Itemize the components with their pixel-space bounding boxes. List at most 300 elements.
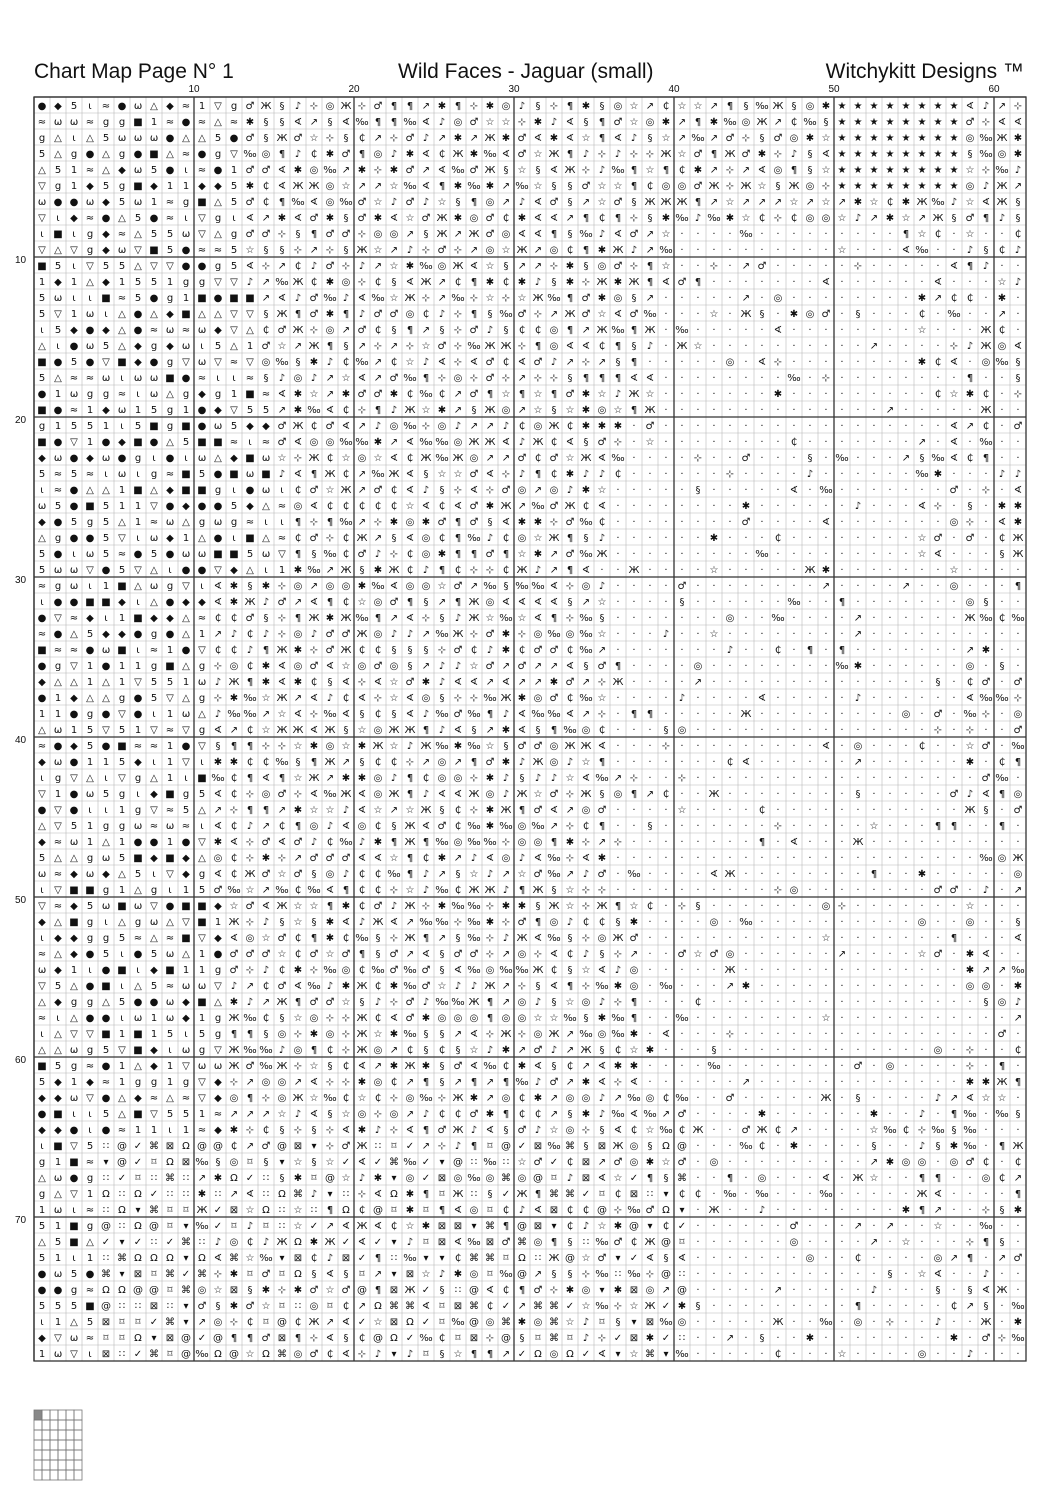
stitch-symbol: ⊠ [453, 1301, 463, 1312]
stitch-symbol: · [840, 821, 844, 832]
stitch-symbol: · [888, 549, 892, 560]
stitch-symbol: 1 [70, 965, 78, 976]
stitch-symbol: ♪ [310, 1189, 318, 1200]
stitch-symbol: ₵ [230, 645, 238, 656]
stitch-symbol: § [663, 725, 669, 736]
stitch-symbol: · [872, 1029, 876, 1040]
stitch-symbol: ∢ [341, 677, 351, 688]
stitch-symbol: · [904, 421, 908, 432]
stitch-symbol: ⌑ [439, 1189, 445, 1200]
stitch-symbol: ‰ [323, 1093, 337, 1104]
stitch-symbol: ♂ [405, 677, 415, 688]
stitch-symbol: · [1016, 773, 1020, 784]
stitch-symbol: ♪ [262, 597, 270, 608]
stitch-symbol: ∢ [421, 149, 431, 160]
stitch-symbol: 1 [38, 1349, 46, 1360]
stitch-symbol: ● [149, 357, 159, 368]
stitch-symbol: · [856, 565, 860, 576]
stitch-symbol: · [664, 773, 668, 784]
stitch-symbol: § [1015, 213, 1021, 224]
stitch-symbol: ¶ [614, 901, 622, 912]
stitch-symbol: ♂ [725, 133, 735, 144]
stitch-symbol: ✓ [677, 1221, 687, 1232]
stitch-symbol: § [359, 709, 365, 720]
stitch-symbol: 1 [182, 677, 190, 688]
stitch-symbol: · [776, 1221, 780, 1232]
stitch-symbol: ∢ [261, 773, 271, 784]
stitch-symbol: 5 [102, 949, 110, 960]
stitch-symbol: ♂ [437, 1125, 447, 1136]
stitch-symbol: ∢ [629, 373, 639, 384]
stitch-symbol: ↗ [501, 981, 511, 992]
stitch-symbol: · [872, 501, 876, 512]
stitch-symbol: ♪ [422, 1109, 430, 1120]
stitch-symbol: 1 [166, 773, 174, 784]
stitch-symbol: · [744, 341, 748, 352]
stitch-symbol: ◆ [38, 1125, 46, 1136]
stitch-symbol: ● [101, 741, 111, 752]
stitch-symbol: ₵ [790, 117, 798, 128]
stitch-symbol: · [936, 581, 940, 592]
stitch-symbol: · [728, 485, 732, 496]
stitch-symbol: · [888, 629, 892, 640]
stitch-symbol: ∢ [517, 597, 527, 608]
stitch-symbol: ↗ [1013, 1173, 1023, 1184]
stitch-symbol: · [872, 357, 876, 368]
stitch-symbol: ⊹ [325, 133, 335, 144]
stitch-symbol: ◆ [150, 853, 158, 864]
stitch-symbol: § [1015, 197, 1021, 208]
stitch-symbol: ¶ [518, 885, 526, 896]
stitch-symbol: 5 [102, 261, 110, 272]
stitch-symbol: · [712, 693, 716, 704]
stitch-symbol: · [840, 1221, 844, 1232]
stitch-symbol: · [904, 693, 908, 704]
stitch-symbol: ● [181, 837, 191, 848]
stitch-symbol: · [792, 853, 796, 864]
stitch-symbol: · [984, 1141, 988, 1152]
stitch-symbol: ♂ [309, 949, 319, 960]
stitch-symbol: ω [165, 821, 175, 832]
stitch-symbol: ♂ [1013, 725, 1023, 736]
stitch-symbol: · [984, 469, 988, 480]
stitch-symbol: ♂ [357, 213, 367, 224]
stitch-symbol: ɩ [72, 549, 76, 560]
stitch-symbol: · [936, 565, 940, 576]
stitch-symbol: · [936, 341, 940, 352]
stitch-symbol: ‰ [755, 101, 769, 112]
stitch-symbol: ∷ [102, 1141, 110, 1152]
stitch-symbol: · [712, 341, 716, 352]
stitch-symbol: · [952, 405, 956, 416]
stitch-symbol: Ж [484, 405, 496, 416]
stitch-symbol: · [776, 437, 780, 448]
stitch-symbol: § [503, 261, 509, 272]
stitch-symbol: · [680, 933, 684, 944]
stitch-symbol: · [968, 277, 972, 288]
stitch-symbol: · [840, 421, 844, 432]
stitch-symbol: Ж [292, 725, 304, 736]
stitch-symbol: ↗ [533, 677, 543, 688]
stitch-symbol: ¶ [390, 101, 398, 112]
stitch-symbol: ₵ [630, 1237, 638, 1248]
stitch-symbol: · [872, 1253, 876, 1264]
stitch-symbol: ▽ [150, 805, 158, 816]
stitch-symbol: · [792, 1093, 796, 1104]
stitch-symbol: Ж [980, 405, 992, 416]
stitch-symbol: · [1000, 581, 1004, 592]
stitch-symbol: ☆ [389, 293, 399, 304]
stitch-symbol: ▽ [86, 1093, 94, 1104]
stitch-symbol: ◎ [421, 693, 431, 704]
stitch-symbol: · [696, 1317, 700, 1328]
stitch-symbol: ₵ [374, 501, 382, 512]
stitch-symbol: § [439, 1029, 445, 1040]
stitch-symbol: · [824, 661, 828, 672]
stitch-symbol: ♂ [325, 997, 335, 1008]
stitch-symbol: ♂ [933, 885, 943, 896]
stitch-symbol: 1 [38, 709, 46, 720]
stitch-symbol: · [840, 1061, 844, 1072]
stitch-symbol: 1 [182, 533, 190, 544]
stitch-symbol: ☆ [565, 885, 575, 896]
stitch-symbol: · [920, 709, 924, 720]
stitch-symbol: · [728, 1125, 732, 1136]
stitch-symbol: · [984, 293, 988, 304]
stitch-symbol: · [712, 1317, 716, 1328]
stitch-symbol: ↗ [421, 325, 431, 336]
stitch-symbol: ⌘ [149, 1205, 159, 1216]
stitch-symbol: · [920, 597, 924, 608]
stitch-symbol: 1 [86, 677, 94, 688]
stitch-symbol: ⊠ [645, 1317, 655, 1328]
stitch-symbol: · [664, 933, 668, 944]
stitch-symbol: · [856, 1205, 860, 1216]
stitch-symbol: · [776, 373, 780, 384]
stitch-symbol: · [872, 645, 876, 656]
stitch-symbol: § [935, 677, 941, 688]
stitch-symbol: ✱ [805, 1333, 815, 1344]
stitch-symbol: ▽ [70, 437, 78, 448]
stitch-symbol: ■ [229, 293, 239, 304]
stitch-symbol: · [728, 405, 732, 416]
stitch-symbol: · [648, 805, 652, 816]
stitch-symbol: · [696, 1141, 700, 1152]
stitch-symbol: ‰ [611, 1109, 625, 1120]
stitch-symbol: ‰ [467, 821, 481, 832]
stitch-symbol: ☆ [965, 901, 975, 912]
stitch-symbol: Ж [372, 917, 384, 928]
stitch-symbol: · [632, 533, 636, 544]
stitch-symbol: ∢ [293, 437, 303, 448]
stitch-symbol: · [952, 1189, 956, 1200]
stitch-symbol: · [792, 389, 796, 400]
stitch-symbol: ☆ [597, 389, 607, 400]
stitch-symbol: ♂ [373, 309, 383, 320]
stitch-symbol: · [744, 997, 748, 1008]
stitch-symbol: ω [181, 1045, 191, 1056]
stitch-symbol: ⌑ [119, 1333, 125, 1344]
stitch-symbol: △ [86, 1237, 94, 1248]
stitch-symbol: ⊹ [581, 165, 591, 176]
stitch-symbol: ₵ [982, 389, 990, 400]
stitch-symbol: ↗ [309, 117, 319, 128]
stitch-symbol: ♪ [662, 629, 670, 640]
stitch-symbol: ♪ [358, 1173, 366, 1184]
stitch-symbol: ↗ [565, 869, 575, 880]
stitch-symbol: · [760, 853, 764, 864]
stitch-symbol: § [983, 805, 989, 816]
stitch-symbol: · [792, 533, 796, 544]
stitch-symbol: @ [597, 1205, 607, 1216]
stitch-symbol: · [696, 373, 700, 384]
stitch-symbol: ↗ [485, 677, 495, 688]
stitch-symbol: ♪ [486, 325, 494, 336]
stitch-symbol: § [343, 245, 349, 256]
stitch-symbol: 1 [118, 677, 126, 688]
stitch-symbol: Ж [308, 341, 320, 352]
stitch-symbol: · [776, 1029, 780, 1040]
stitch-symbol: ☆ [741, 213, 751, 224]
stitch-symbol: 1 [166, 741, 174, 752]
stitch-symbol: ☆ [293, 1221, 303, 1232]
stitch-symbol: ◎ [501, 405, 511, 416]
stitch-symbol: ⊹ [581, 1269, 591, 1280]
stitch-symbol: · [920, 789, 924, 800]
stitch-symbol: ∢ [213, 581, 223, 592]
stitch-symbol: · [984, 629, 988, 640]
stitch-symbol: · [632, 837, 636, 848]
stitch-symbol: ⊹ [405, 757, 415, 768]
stitch-symbol: · [984, 1045, 988, 1056]
stitch-symbol: Ж [484, 341, 496, 352]
stitch-symbol: ☆ [517, 869, 527, 880]
stitch-symbol: ▽ [134, 565, 142, 576]
stitch-symbol: ◎ [469, 453, 479, 464]
stitch-symbol: ● [85, 949, 95, 960]
stitch-symbol: ♂ [485, 213, 495, 224]
stitch-symbol: § [343, 725, 349, 736]
stitch-symbol: · [728, 709, 732, 720]
stitch-symbol: ◆ [150, 613, 158, 624]
stitch-symbol: Ж [468, 997, 480, 1008]
stitch-symbol: Ж [404, 901, 416, 912]
stitch-symbol: ☆ [597, 197, 607, 208]
stitch-symbol: ✱ [501, 725, 511, 736]
row-number: 30 [15, 575, 27, 586]
stitch-symbol: ♪ [614, 149, 622, 160]
stitch-symbol: Ω [390, 1189, 398, 1200]
stitch-symbol: · [968, 853, 972, 864]
stitch-symbol: @ [181, 1333, 191, 1344]
stitch-symbol: ⊹ [341, 1029, 351, 1040]
stitch-symbol: · [952, 853, 956, 864]
stitch-symbol: ₵ [358, 501, 366, 512]
stitch-symbol: ✓ [149, 1317, 159, 1328]
stitch-symbol: § [503, 165, 509, 176]
stitch-symbol: § [439, 693, 445, 704]
stitch-symbol: ‰ [883, 1125, 897, 1136]
stitch-symbol: ↗ [293, 693, 303, 704]
stitch-symbol: § [279, 1173, 285, 1184]
stitch-symbol: ɩ [136, 645, 140, 656]
stitch-symbol: ↗ [421, 1141, 431, 1152]
stitch-symbol: § [343, 1269, 349, 1280]
stitch-symbol: ● [69, 1173, 79, 1184]
stitch-symbol: ♪ [246, 1221, 254, 1232]
stitch-symbol: · [888, 293, 892, 304]
stitch-symbol: ⌑ [535, 1333, 541, 1344]
stitch-symbol: ₵ [774, 1349, 782, 1360]
stitch-symbol: · [680, 357, 684, 368]
stitch-symbol: ¶ [246, 1333, 254, 1344]
stitch-symbol: · [872, 245, 876, 256]
stitch-symbol: ω [133, 1013, 143, 1024]
stitch-symbol: · [632, 629, 636, 640]
stitch-symbol: ω [165, 517, 175, 528]
stitch-symbol: ✱ [357, 773, 367, 784]
stitch-symbol: ∢ [421, 181, 431, 192]
stitch-symbol: ↗ [997, 1253, 1007, 1264]
stitch-symbol: ‰ [691, 133, 705, 144]
stitch-symbol: ↗ [853, 757, 863, 768]
stitch-symbol: ¶ [310, 933, 318, 944]
stitch-symbol: ↗ [245, 1109, 255, 1120]
stitch-symbol: 1 [198, 949, 206, 960]
stitch-symbol: g [86, 997, 94, 1008]
stitch-symbol: · [920, 901, 924, 912]
stitch-symbol: · [952, 245, 956, 256]
stitch-symbol: ✱ [1013, 149, 1023, 160]
stitch-symbol: ∢ [533, 133, 543, 144]
stitch-symbol: ◎ [277, 1093, 287, 1104]
stitch-symbol: ≈ [85, 1333, 95, 1344]
stitch-symbol: · [792, 261, 796, 272]
stitch-symbol: ✱ [485, 277, 495, 288]
stitch-symbol: · [712, 837, 716, 848]
stitch-symbol: · [712, 997, 716, 1008]
stitch-symbol: ■ [117, 741, 127, 752]
stitch-symbol: ₵ [982, 421, 990, 432]
stitch-symbol: · [1000, 1269, 1004, 1280]
stitch-symbol: 1 [70, 1077, 78, 1088]
column-number: 10 [188, 84, 200, 95]
stitch-symbol: · [872, 565, 876, 576]
stitch-symbol: △ [118, 1109, 126, 1120]
stitch-symbol: ≈ [213, 1109, 223, 1120]
stitch-symbol: ∢ [341, 1317, 351, 1328]
stitch-symbol: 1 [166, 645, 174, 656]
stitch-symbol: · [744, 869, 748, 880]
stitch-symbol: g [86, 245, 94, 256]
stitch-symbol: ɩ [184, 1029, 188, 1040]
stitch-symbol: ◎ [421, 581, 431, 592]
stitch-symbol: · [648, 629, 652, 640]
stitch-symbol: · [888, 949, 892, 960]
stitch-symbol: ◆ [54, 1093, 62, 1104]
stitch-symbol: · [808, 933, 812, 944]
stitch-symbol: ◆ [118, 629, 126, 640]
stitch-symbol: § [759, 309, 765, 320]
stitch-symbol: ♪ [502, 789, 510, 800]
stitch-symbol: ₵ [342, 693, 350, 704]
stitch-symbol: ♪ [982, 885, 990, 896]
stitch-symbol: △ [198, 805, 206, 816]
stitch-symbol: Ж [340, 565, 352, 576]
stitch-symbol: ↗ [469, 581, 479, 592]
stitch-symbol: ↗ [773, 197, 783, 208]
stitch-symbol: § [919, 453, 925, 464]
stitch-symbol: · [856, 421, 860, 432]
stitch-symbol: ✱ [757, 149, 767, 160]
stitch-symbol: § [583, 533, 589, 544]
stitch-symbol: ● [133, 629, 143, 640]
stitch-symbol: · [712, 741, 716, 752]
stitch-symbol: · [696, 1013, 700, 1024]
stitch-symbol: · [984, 373, 988, 384]
stitch-symbol: · [760, 373, 764, 384]
stitch-symbol: ↗ [549, 661, 559, 672]
stitch-symbol: ♪ [422, 885, 430, 896]
stitch-symbol: 1 [54, 693, 62, 704]
stitch-symbol: ✱ [885, 213, 895, 224]
stitch-symbol: 5 [246, 549, 254, 560]
stitch-symbol: · [920, 933, 924, 944]
stitch-symbol: ≈ [117, 229, 127, 240]
stitch-symbol: ■ [149, 421, 159, 432]
stitch-symbol: · [728, 581, 732, 592]
stitch-symbol: · [936, 1237, 940, 1248]
stitch-symbol: ♪ [438, 1269, 446, 1280]
stitch-symbol: △ [134, 581, 142, 592]
stitch-symbol: · [792, 757, 796, 768]
stitch-symbol: ∷ [182, 1173, 190, 1184]
stitch-symbol: ■ [181, 485, 191, 496]
stitch-symbol: △ [102, 165, 110, 176]
stitch-symbol: g [134, 773, 142, 784]
stitch-symbol: · [760, 325, 764, 336]
stitch-symbol: ¶ [326, 517, 334, 528]
stitch-symbol: · [808, 901, 812, 912]
stitch-symbol: ↗ [197, 1317, 207, 1328]
stitch-symbol: § [343, 1333, 349, 1344]
stitch-symbol: Ж [340, 485, 352, 496]
stitch-symbol: ⊹ [821, 373, 831, 384]
stitch-symbol: Ж [852, 1173, 864, 1184]
stitch-symbol: @ [133, 1285, 143, 1296]
stitch-symbol: ☆ [437, 981, 447, 992]
stitch-symbol: ‰ [323, 549, 337, 560]
stitch-symbol: · [696, 1061, 700, 1072]
stitch-symbol: · [888, 917, 892, 928]
stitch-symbol: ‰ [483, 837, 497, 848]
stitch-symbol: ¶ [294, 549, 302, 560]
stitch-symbol: ∢ [933, 1189, 943, 1200]
stitch-symbol: · [648, 917, 652, 928]
stitch-symbol: ♂ [549, 1077, 559, 1088]
stitch-symbol: · [744, 725, 748, 736]
stitch-symbol: ⊹ [389, 933, 399, 944]
stitch-symbol: Ж [420, 741, 432, 752]
stitch-symbol: ✱ [389, 165, 399, 176]
stitch-symbol: ✓ [405, 1333, 415, 1344]
stitch-symbol: ▾ [183, 1317, 189, 1328]
stitch-symbol: ¶ [630, 325, 638, 336]
stitch-symbol: ⊹ [405, 341, 415, 352]
stitch-symbol: ✱ [581, 1109, 591, 1120]
stitch-symbol: △ [38, 1173, 46, 1184]
stitch-symbol: · [648, 485, 652, 496]
